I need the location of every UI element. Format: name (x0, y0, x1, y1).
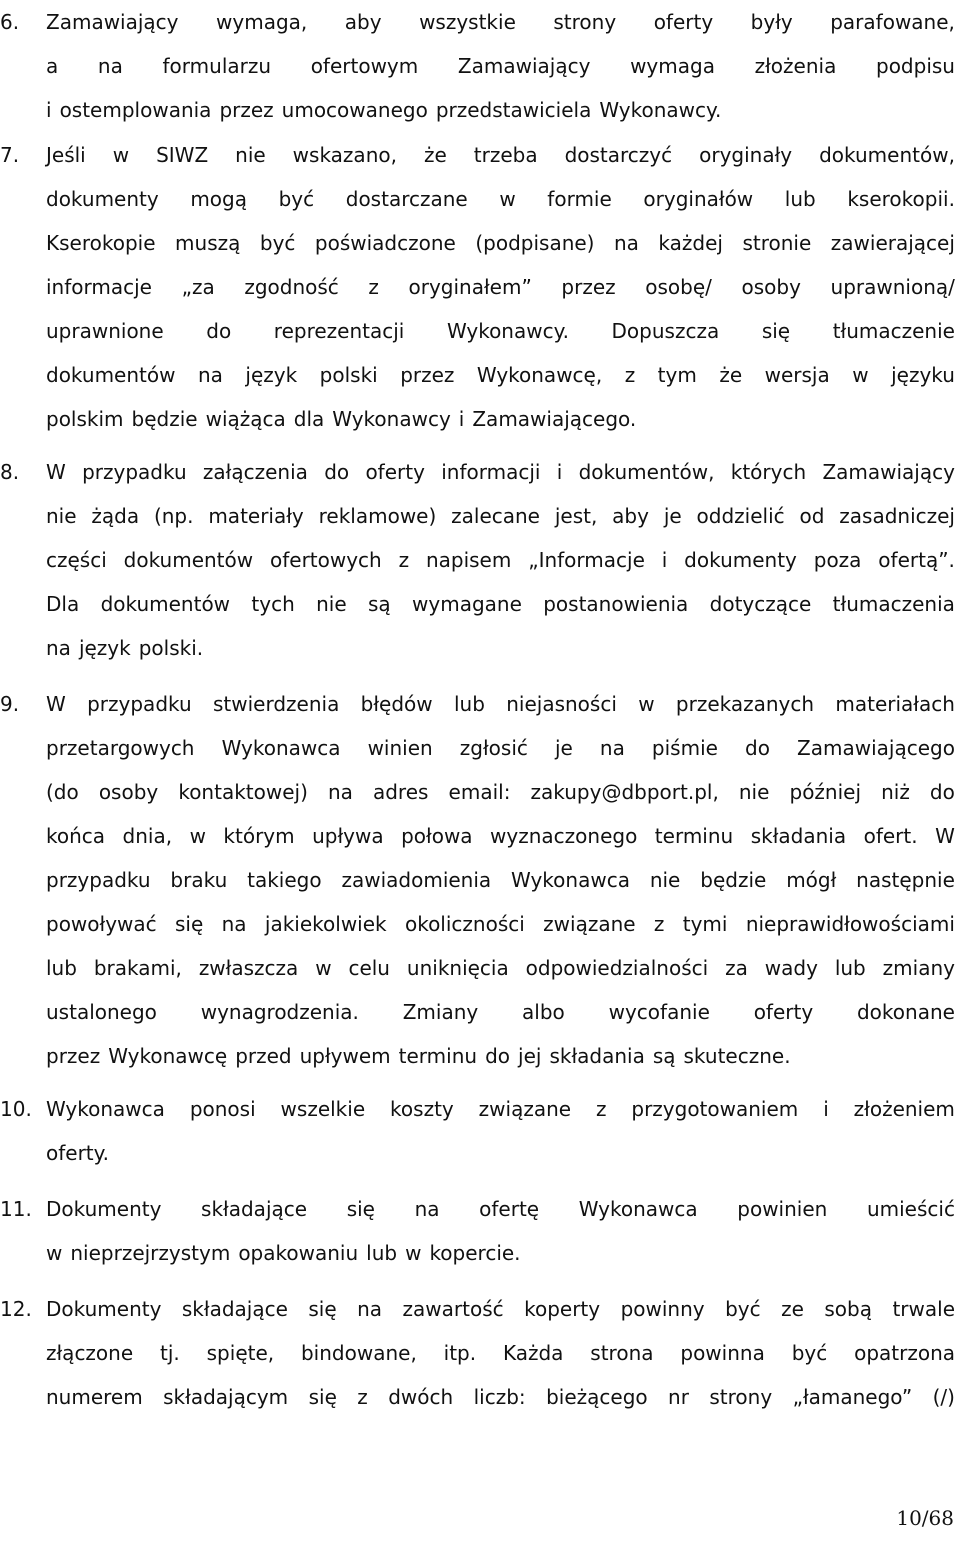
paragraph-line: Dokumenty składające się na ofertę Wykonawca powinien umieścić (46, 1197, 955, 1221)
paragraph-line: złączone tj. spięte, bindowane, itp. Każda strona powinna być opatrzona (46, 1341, 955, 1365)
paragraph-line: ustalonego wynagrodzenia. Zmiany albo wycofanie oferty dokonane (46, 1000, 955, 1024)
list-item-number: 7. (0, 143, 20, 167)
paragraph-line: Wykonawca ponosi wszelkie koszty związane z przygotowaniem i złożeniem (46, 1097, 955, 1121)
list-item-number: 9. (0, 692, 20, 716)
paragraph-line: dokumenty mogą być dostarczane w formie oryginałów lub kserokopii. (46, 187, 955, 211)
paragraph-line: końca dnia, w którym upływa połowa wyznaczonego terminu składania ofert. W (46, 824, 955, 848)
paragraph-line: polskim będzie wiążąca dla Wykonawcy i Zamawiającego. (46, 407, 637, 431)
paragraph-line: powoływać się na jakiekolwiek okoliczności związane z tymi nieprawidłowościami (46, 912, 955, 936)
list-item-number: 12. (0, 1297, 32, 1321)
paragraph-line: oferty. (46, 1141, 109, 1165)
list-item-number: 11. (0, 1197, 32, 1221)
paragraph-line: Dla dokumentów tych nie są wymagane postanowienia dotyczące tłumaczenia (46, 592, 955, 616)
paragraph-line: przez Wykonawcę przed upływem terminu do jej składania są skuteczne. (46, 1044, 791, 1068)
paragraph-line: numerem składającym się z dwóch liczb: bieżącego nr strony „łamanego” (/) (46, 1385, 955, 1409)
paragraph-line: przetargowych Wykonawca winien zgłosić je na piśmie do Zamawiającego (46, 736, 955, 760)
paragraph-line: dokumentów na język polski przez Wykonawcę, z tym że wersja w języku (46, 363, 955, 387)
paragraph-line: części dokumentów ofertowych z napisem „Informacje i dokumenty poza ofertą”. (46, 548, 955, 572)
paragraph-line: Kserokopie muszą być poświadczone (podpisane) na każdej stronie zawierającej (46, 231, 955, 255)
paragraph-line: uprawnione do reprezentacji Wykonawcy. Dopuszcza się tłumaczenie (46, 319, 955, 343)
paragraph-line: Zamawiający wymaga, aby wszystkie strony oferty były parafowane, (46, 10, 955, 34)
page-number: 10/68 (896, 1506, 954, 1530)
paragraph-line: W przypadku załączenia do oferty informacji i dokumentów, których Zamawiający (46, 460, 955, 484)
paragraph-line: Dokumenty składające się na zawartość koperty powinny być ze sobą trwale (46, 1297, 955, 1321)
paragraph-line: przypadku braku takiego zawiadomienia Wykonawca nie będzie mógł następnie (46, 868, 955, 892)
paragraph-line: W przypadku stwierdzenia błędów lub niejasności w przekazanych materiałach (46, 692, 955, 716)
paragraph-line: i ostemplowania przez umocowanego przedstawiciela Wykonawcy. (46, 98, 722, 122)
paragraph-line: nie żąda (np. materiały reklamowe) zalecane jest, aby je oddzielić od zasadniczej (46, 504, 955, 528)
list-item-number: 6. (0, 10, 20, 34)
paragraph-line: lub brakami, zwłaszcza w celu uniknięcia odpowiedzialności za wady lub zmiany (46, 956, 955, 980)
paragraph-line: w nieprzejrzystym opakowaniu lub w kopercie. (46, 1241, 521, 1265)
paragraph-line: Jeśli w SIWZ nie wskazano, że trzeba dostarczyć oryginały dokumentów, (46, 143, 955, 167)
paragraph-line: (do osoby kontaktowej) na adres email: zakupy@dbport.pl, nie później niż do (46, 780, 955, 804)
list-item-number: 8. (0, 460, 20, 484)
paragraph-line: informacje „za zgodność z oryginałem” przez osobę/ osoby uprawnioną/ (46, 275, 955, 299)
paragraph-line: na język polski. (46, 636, 204, 660)
list-item-number: 10. (0, 1097, 32, 1121)
paragraph-line: a na formularzu ofertowym Zamawiający wymaga złożenia podpisu (46, 54, 955, 78)
